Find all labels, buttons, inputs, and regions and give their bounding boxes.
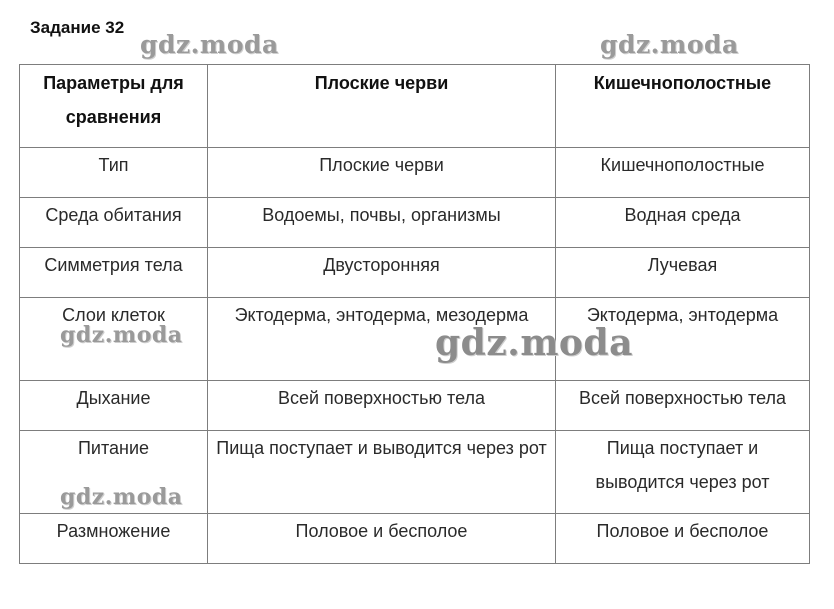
- watermark-logo: gdz.moda: [600, 30, 739, 59]
- table-cell: Водная среда: [556, 198, 810, 248]
- table-row: [20, 148, 810, 198]
- table-cell: Половое и бесполое: [208, 514, 556, 564]
- table-cell: Лучевая: [556, 248, 810, 298]
- table-cell: Пища поступает и выводится через рот: [556, 431, 810, 514]
- table-cell: Всей поверхностью тела: [556, 381, 810, 431]
- table-cell: Дыхание: [20, 381, 208, 431]
- table-cell: Питание: [20, 431, 208, 514]
- table-cell: Среда обитания: [20, 198, 208, 248]
- table-cell: Тип: [20, 148, 208, 198]
- table-cell: Кишечнополостные: [556, 148, 810, 198]
- table-cell: Размножение: [20, 514, 208, 564]
- watermark-logo: gdz.moda: [140, 30, 279, 59]
- table-cell: Двусторонняя: [208, 248, 556, 298]
- watermark-logo: gdz.moda: [60, 322, 183, 348]
- header-cell: Параметры для сравнения: [20, 65, 208, 148]
- header-cell: Кишечнополостные: [556, 65, 810, 148]
- table-row: [20, 248, 810, 298]
- watermark-logo: gdz.moda: [435, 322, 633, 364]
- watermark-logo: gdz.moda: [60, 484, 183, 510]
- table-cell: Симметрия тела: [20, 248, 208, 298]
- table-row: [20, 381, 810, 431]
- table-row: [20, 198, 810, 248]
- table-cell: Слои клеток: [20, 298, 208, 381]
- table-cell: Пища поступает и выводится через рот: [208, 431, 556, 514]
- task-title: Задание 32: [30, 18, 125, 37]
- table-cell: Всей поверхностью тела: [208, 381, 556, 431]
- table-header-row: [20, 65, 810, 148]
- table-cell: Плоские черви: [208, 148, 556, 198]
- table-cell: Эктодерма, энтодерма, мезодерма: [208, 298, 556, 381]
- table-row: [20, 514, 810, 564]
- table-cell: Половое и бесполое: [556, 514, 810, 564]
- header-cell: Плоские черви: [208, 65, 556, 148]
- table-cell: Водоемы, почвы, организмы: [208, 198, 556, 248]
- table-cell: Эктодерма, энтодерма: [556, 298, 810, 381]
